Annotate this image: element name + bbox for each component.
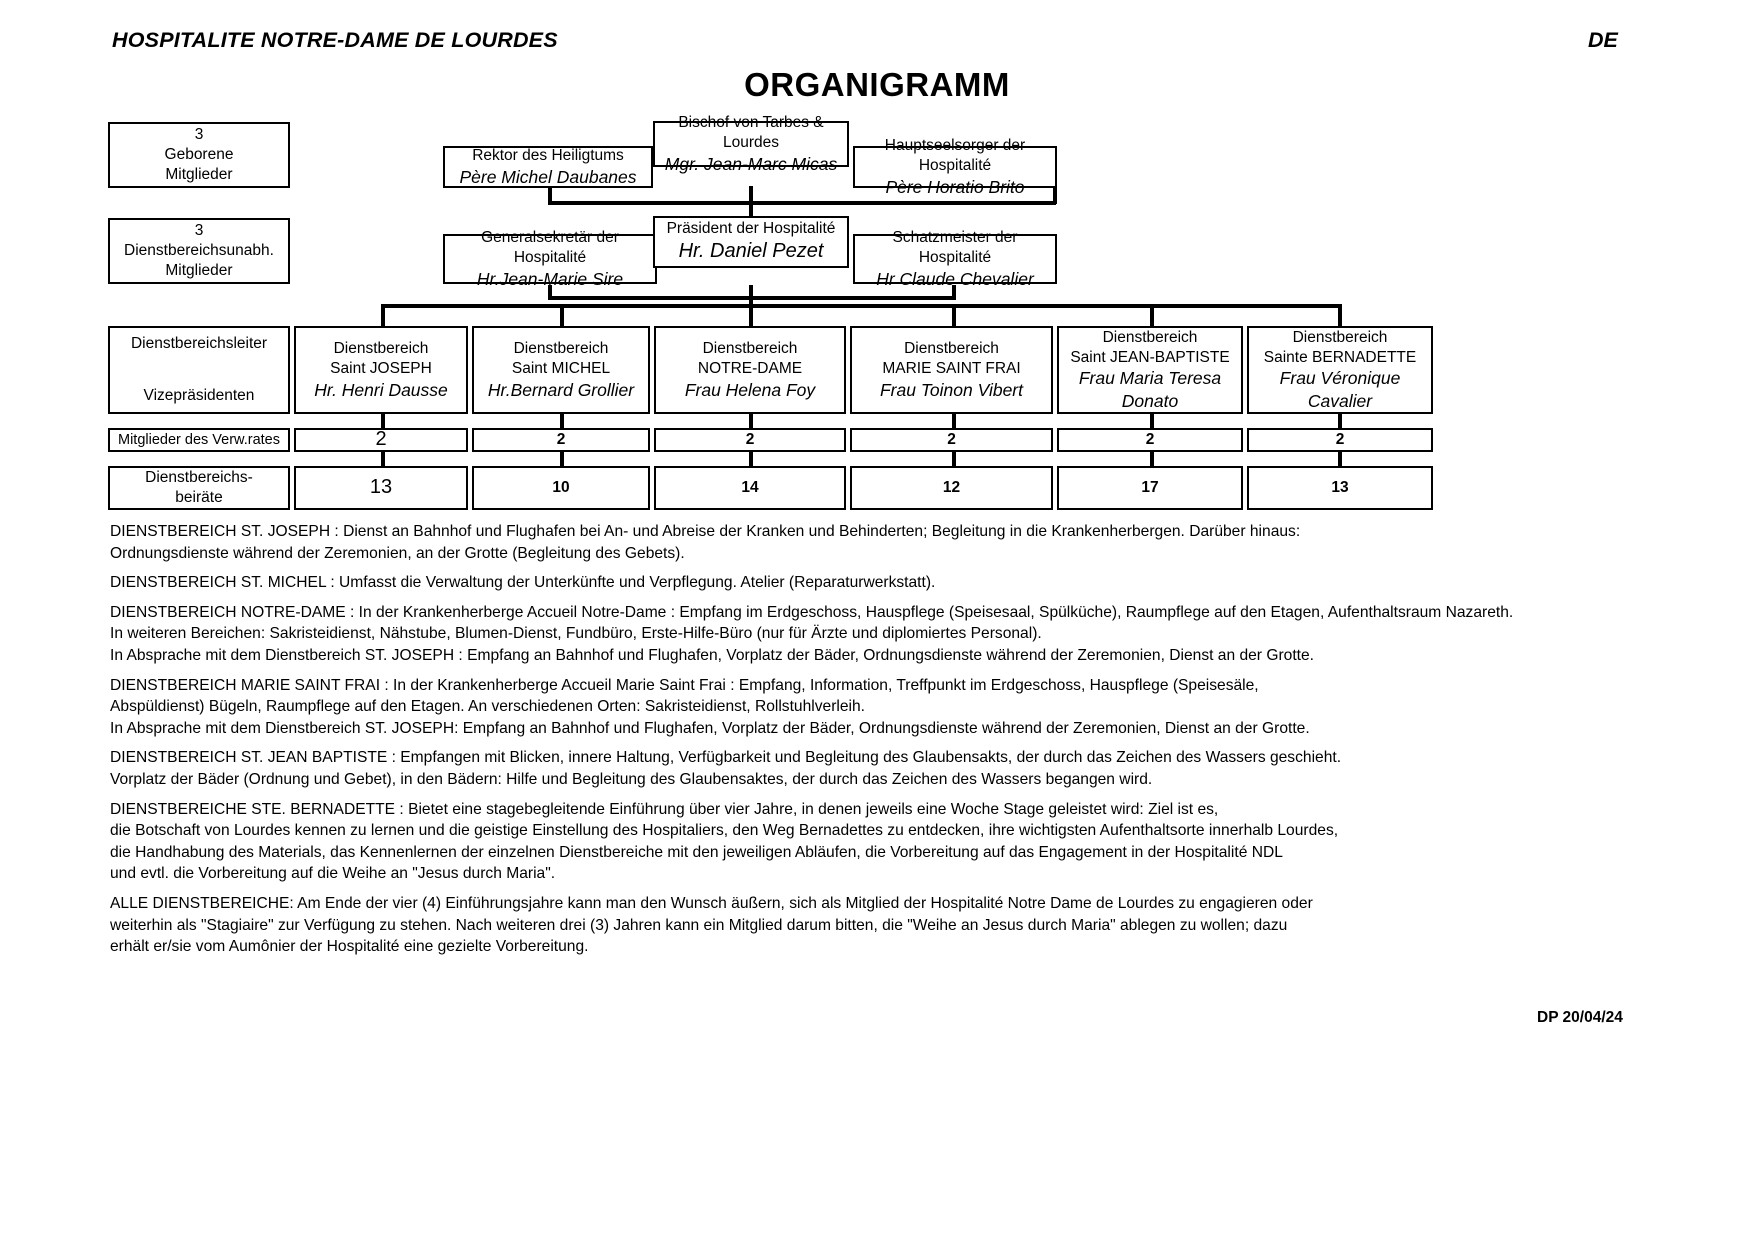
description-paragraph: [110, 678, 1670, 737]
description-paragraph: [110, 524, 1670, 561]
secretary-role: Generalsekretär der Hospitalité: [481, 228, 619, 266]
connector-advisory-3: [749, 452, 753, 466]
council-members-value: 2: [947, 431, 956, 449]
connector-drop-2: [560, 304, 564, 328]
document-footer-date: DP 20/04/24: [1537, 1009, 1623, 1026]
division-prefix: Dienstbereich: [702, 339, 798, 357]
description-paragraph: [110, 896, 1670, 955]
council-members-value: 2: [556, 431, 566, 449]
description-line: DIENSTBEREICH ST. JOSEPH : Dienst an Bahnhof und Flughafen bei An- und Abreise der Kranken und Behinderten; Begleitung in die Krankenherbergen. Darüber hinaus:: [110, 523, 1301, 540]
bishop-role: Bischof von Tarbes & Lourdes: [678, 113, 824, 151]
division-leaders-line1: Dienstbereichsleiter: [130, 335, 268, 352]
organisation-name: HOSPITALITE NOTRE-DAME DE LOURDES: [112, 28, 558, 52]
born-members-box: [108, 122, 290, 188]
division-name: Saint JEAN-BAPTISTE: [1070, 348, 1230, 366]
council-members-value: 2: [745, 431, 755, 449]
advisory-members-value: 10: [552, 479, 570, 497]
council-members-value: 2: [1335, 431, 1345, 449]
connector-division-bus: [381, 304, 1341, 308]
council-members-cell: [472, 428, 650, 452]
description-paragraph: [110, 750, 1670, 787]
division-prefix: Dienstbereich: [333, 339, 429, 357]
connector-treasurer-horizontal: [750, 296, 956, 300]
connector-drop-4: [952, 304, 956, 328]
connector-advisory-2: [560, 452, 564, 466]
division-name: Sainte BERNADETTE: [1263, 348, 1417, 366]
connector-chaplain-horizontal: [750, 201, 1056, 205]
description-paragraph: [110, 605, 1670, 664]
advisory-members-cell: [1057, 466, 1243, 510]
bishop-person: Mgr. Jean-Marc Micas: [664, 153, 838, 174]
advisory-label-line1: Dienstbereichs-: [145, 469, 253, 487]
independent-members-line2: Mitglieder: [165, 261, 233, 279]
chaplain-box: [853, 136, 1057, 197]
division-name: Saint MICHEL: [511, 359, 611, 377]
connector-council-2: [560, 414, 564, 428]
connector-drop-1: [381, 304, 385, 328]
description-line: ALLE DIENSTBEREICHE: Am Ende der vier (4) Einführungsjahre kann man den Wunsch äußern, sich als Mitglied der Hospitalité Notre Dame de Lourdes zu engagieren oder: [110, 894, 1313, 912]
connector-council-4: [952, 414, 956, 428]
division-name: NOTRE-DAME: [697, 359, 803, 377]
division-box: [1057, 326, 1243, 414]
division-prefix: Dienstbereich: [513, 339, 609, 357]
description-line: Ordnungsdienste während der Zeremonien, an der Grotte (Begleitung des Gebets).: [110, 544, 685, 562]
division-prefix: Dienstbereich: [1102, 328, 1198, 346]
advisory-members-value: 13: [369, 476, 393, 499]
description-line: DIENSTBEREICH ST. MICHEL : Umfasst die Verwaltung der Unterkünfte und Verpflegung. Atelier (Reparaturwerkstatt).: [110, 574, 936, 592]
connector-council-3: [749, 414, 753, 428]
division-leader: Frau Helena Foy: [684, 379, 816, 400]
description-line: DIENSTBEREICH MARIE SAINT FRAI : In der Krankenherberge Accueil Marie Saint Frai : Empfang, Information, Treffpunkt im Erdgeschoss, Hauspflege (Speisesäle,: [110, 676, 1259, 694]
connector-advisory-5: [1150, 452, 1154, 466]
connector-drop-5: [1150, 304, 1154, 328]
advisory-members-cell: [654, 466, 846, 510]
division-leader: Frau Véronique Cavalier: [1279, 368, 1401, 411]
rector-box: [443, 146, 653, 188]
connector-council-6: [1338, 414, 1342, 428]
division-leader: Hr. Henri Dausse: [314, 379, 448, 400]
council-members-cell: [1057, 428, 1243, 452]
description-line: erhält er/sie vom Aumônier der Hospitalité eine gezielte Vorbereitung.: [110, 938, 589, 956]
division-box: [1247, 326, 1433, 414]
president-role: Präsident der Hospitalité: [666, 220, 836, 238]
division-prefix: Dienstbereich: [904, 339, 999, 357]
connector-drop-3: [749, 304, 753, 328]
council-members-value: 2: [375, 428, 387, 451]
description-line: Vorplatz der Bäder (Ordnung und Gebet), in den Bädern: Hilfe und Begleitung des Glaubensaktes, der durch das Zeichen des Wassers begangen wird.: [110, 770, 1153, 788]
description-line: Abspüldienst) Bügeln, Raumpflege auf den Etagen. An verschiedenen Orten: Sakristeidienst, Rollstuhlverleih.: [110, 698, 866, 716]
treasurer-person: Hr Claude Chevalier: [876, 268, 1034, 289]
council-members-value: 2: [1145, 431, 1155, 449]
born-members-line2: Mitglieder: [165, 165, 233, 183]
advisory-members-value: 12: [942, 479, 961, 497]
chaplain-role: Hauptseelsorger der Hospitalité: [884, 136, 1026, 174]
advisory-members-value: 17: [1141, 479, 1159, 497]
description-line: DIENSTBEREICH ST. JEAN BAPTISTE : Empfangen mit Blicken, innere Haltung, Verfügbarkeit und Begleitung des Glaubensakts, der durch das Zeichen des Wassers geschieht.: [110, 749, 1342, 767]
division-leaders-line2: Vizepräsidenten: [143, 387, 255, 405]
chaplain-person: Père Horatio Brito: [885, 176, 1025, 197]
division-box: [294, 326, 468, 414]
connector-advisory-6: [1338, 452, 1342, 466]
description-paragraph: [110, 575, 1670, 591]
council-members-label-box: [108, 428, 290, 452]
description-line: und evtl. die Vorbereitung auf die Weihe an "Jesus durch Maria".: [110, 865, 556, 883]
description-line: die Botschaft von Lourdes kennen zu lernen und die geistige Einstellung des Hospitaliers, den Weg Bernadettes zu entdecken, ihre wichtigsten Aufenthaltsorte innerhalb Lourdes,: [110, 822, 1339, 840]
division-leader: Frau Maria Teresa Donato: [1078, 368, 1222, 411]
description-line: In weiteren Bereichen: Sakristeidienst, Nähstube, Blumen-Dienst, Fundbüro, Erste-Hilfe-Büro (nur für Ärzte und diplomiertes Personal).: [110, 625, 1042, 643]
council-members-cell: [1247, 428, 1433, 452]
advisory-members-value: 13: [1331, 479, 1349, 497]
advisory-members-cell: [1247, 466, 1433, 510]
rector-person: Père Michel Daubanes: [459, 166, 637, 187]
language-code: DE: [1588, 28, 1618, 52]
council-members-cell: [850, 428, 1053, 452]
bishop-box: [653, 113, 849, 174]
connector-council-1: [381, 414, 385, 428]
advisory-members-cell: [472, 466, 650, 510]
independent-members-line1: Dienstbereichsunabh.: [124, 242, 274, 260]
description-line: weiterhin als "Stagiaire" zur Verfügung zu stehen. Nach weiteren drei (3) Jahren kann ein Mitglied darum bitten, die "Weihe an Jesus durch Maria" ablegen zu wollen; dazu: [110, 916, 1288, 934]
connector-advisory-4: [952, 452, 956, 466]
description-line: In Absprache mit dem Dienstbereich ST. JOSEPH : Empfang an Bahnhof und Flughafen, Vorplatz der Bäder, Ordnungsdienste während der Zeremonien, Dienst an der Grotte.: [110, 646, 1314, 664]
description-line: DIENSTBEREICH NOTRE-DAME : In der Krankenherberge Accueil Notre-Dame : Empfang im Erdgeschoss, Hauspflege (Speisesaal, Spülküche), Raumpflege auf den Etagen, Aufenthaltsraum Nazareth.: [110, 603, 1514, 621]
division-box: [654, 326, 846, 414]
division-name: Saint JOSEPH: [330, 359, 432, 377]
description-line: DIENSTBEREICHE STE. BERNADETTE : Bietet eine stagebegleitende Einführung über vier Jahre, in denen jeweils eine Woche Stage geleistet wird: Ziel ist es,: [110, 800, 1219, 818]
division-leader: Frau Toinon Vibert: [879, 379, 1023, 400]
descriptions: [110, 524, 1670, 969]
advisory-members-cell: [850, 466, 1053, 510]
advisory-label-box: [108, 466, 290, 510]
description-paragraph: [110, 802, 1670, 882]
council-members-cell: [654, 428, 846, 452]
connector-advisory-1: [381, 452, 385, 466]
council-members-label: Mitglieder des Verw.rates: [118, 431, 280, 448]
division-box: [850, 326, 1053, 414]
description-line: In Absprache mit dem Dienstbereich ST. JOSEPH: Empfang an Bahnhof und Flughafen, Vorplatz der Bäder, Ordnungsdienste während der Zeremonien, Dienst an der Grotte.: [110, 719, 1310, 737]
council-members-cell: [294, 428, 468, 452]
rector-role: Rektor des Heiligtums: [472, 146, 624, 164]
secretary-box: [443, 228, 657, 289]
advisory-members-value: 14: [741, 479, 759, 497]
president-box: [653, 216, 849, 268]
advisory-members-cell: [294, 466, 468, 510]
born-members-count: 3: [194, 126, 204, 144]
division-leader: Hr.Bernard Grollier: [487, 379, 635, 400]
description-line: die Handhabung des Materials, das Kennenlernen der einzelnen Dienstbereiche mit den jeweiligen Abläufen, die Vorbereitung auf das Engagement in der Hospitalité NDL: [110, 843, 1283, 861]
advisory-label-line2: beiräte: [175, 489, 223, 506]
division-box: [472, 326, 650, 414]
division-name: MARIE SAINT FRAI: [882, 359, 1021, 377]
independent-members-box: [108, 218, 290, 284]
division-prefix: Dienstbereich: [1292, 328, 1388, 346]
born-members-line1: Geborene: [164, 146, 234, 164]
page-title: ORGANIGRAMM: [744, 66, 1010, 103]
division-leaders-box: [108, 326, 290, 414]
connector-drop-6: [1338, 304, 1342, 328]
connector-council-5: [1150, 414, 1154, 428]
secretary-person: Hr.Jean-Marie Sire: [476, 268, 624, 289]
treasurer-role: Schatzmeister der Hospitalité: [892, 228, 1018, 266]
treasurer-box: [853, 228, 1057, 289]
president-person: Hr. Daniel Pezet: [678, 240, 824, 263]
independent-members-count: 3: [194, 222, 204, 240]
